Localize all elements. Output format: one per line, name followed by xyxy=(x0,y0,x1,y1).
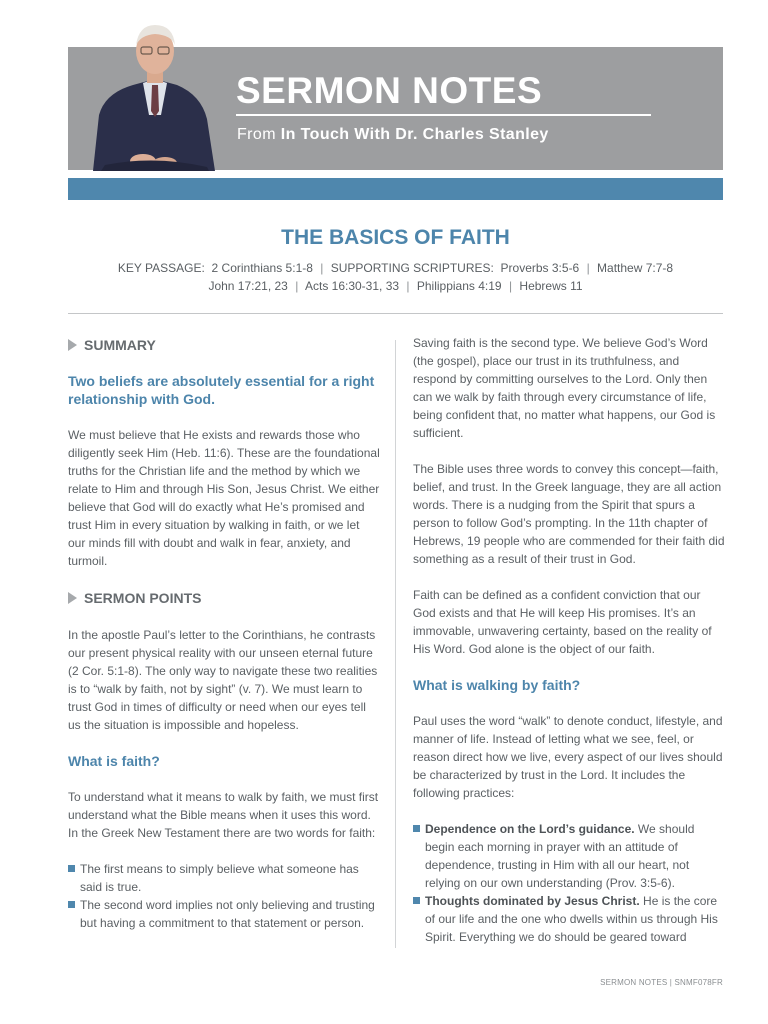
left-column xyxy=(68,335,380,932)
list-item-text: The second word implies not only believing and trusting but having a commitment to that statement or person. xyxy=(80,898,375,930)
sermon-points-heading xyxy=(68,588,380,608)
separator: | xyxy=(406,279,410,293)
three-words-paragraph: The Bible uses three words to convey this concept—faith, belief, and trust. In the Greek language, they are all action words. There is a nudging from the Spirit that spurs a person to follow God’s prompting. In the 11th chapter of Hebrews, 19 people who are commended for their faith did something as a result of their trust in God. xyxy=(413,462,725,566)
list-item xyxy=(68,896,380,932)
reference: Hebrews 11 xyxy=(519,279,583,293)
scripture-line-2 xyxy=(68,277,723,295)
saving-faith-paragraph: Saving faith is the second type. We believe God’s Word (the gospel), place our trust in its truthfulness, and respond by committing ourselves to the Lord. Only then can we walk by faith through every circumstance of life, being confident that, no matter what happens, our God is sufficient. xyxy=(413,336,716,440)
faith-definition-paragraph: Faith can be defined as a confident conviction that our God exists and that He will keep His promises. It’s an immovable, unwavering certainty, based on the reality of His Word. God alone is the object of our faith. xyxy=(413,588,712,656)
square-bullet-icon xyxy=(68,865,75,872)
supporting-label: SUPPORTING SCRIPTURES: xyxy=(330,261,494,275)
separator: | xyxy=(586,261,590,275)
right-column xyxy=(413,334,725,946)
list-item-text: We should begin each morning in prayer with an attitude of dependence, trusting in Him with all our heart, not relying on our own understanding (Prov. 3:5-6). xyxy=(425,822,695,890)
header-divider xyxy=(236,114,651,116)
header-subtitle xyxy=(237,124,549,146)
sermon-points-paragraph: In the apostle Paul’s letter to the Corinthians, he contrasts our present physical reality with our unseen eternal future (2 Cor. 5:1-8). The only way to navigate these two realities is to “walk by faith, not by sight” (v. 7). We must learn to trust God in times of difficulty or need when our eyes tell us the situation is impossible and hopeless. xyxy=(68,628,378,732)
list-item-bold: Thoughts dominated by Jesus Christ. xyxy=(425,894,640,908)
column-divider xyxy=(395,340,396,948)
faith-subheading: What is faith? xyxy=(68,753,160,769)
scripture-line-1 xyxy=(68,259,723,277)
subtitle-prefix: From xyxy=(237,126,276,143)
square-bullet-icon xyxy=(413,825,420,832)
faith-bullet-list xyxy=(68,860,380,932)
header-title: SERMON NOTES xyxy=(236,70,543,111)
preacher-portrait-icon xyxy=(85,15,225,171)
separator: | xyxy=(508,279,513,293)
list-item xyxy=(413,892,725,946)
reference: John 17:21, 23 xyxy=(208,279,288,293)
reference: Matthew 7:7-8 xyxy=(597,261,674,275)
triangle-bullet-icon xyxy=(68,339,77,351)
walking-paragraph: Paul uses the word “walk” to denote conduct, lifestyle, and manner of life. Instead of letting what we see, feel, or reason direct how we live, every aspect of our lives should be characterized by trust in the Lord. It includes the following practices: xyxy=(413,714,723,800)
practices-bullet-list xyxy=(413,820,725,946)
subtitle-program: In Touch With Dr. Charles Stanley xyxy=(280,126,549,143)
reference: Acts 16:30-31, 33 xyxy=(304,279,400,293)
list-item xyxy=(68,860,380,896)
header-accent-bar xyxy=(68,178,723,200)
separator: | xyxy=(295,279,299,293)
faith-paragraph: To understand what it means to walk by faith, we must first understand what the Bible means when it uses this word. In the Greek New Testament there are two words for faith: xyxy=(68,790,379,840)
list-item-bold: Dependence on the Lord’s guidance. xyxy=(425,822,635,836)
summary-subheading: Two beliefs are absolutely essential for a right relationship with God. xyxy=(68,373,375,407)
list-item-text: He is the core of our life and the one who dwells within us through His Spirit. Everything we do should be geared toward xyxy=(425,894,718,944)
walking-by-faith-subheading: What is walking by faith? xyxy=(413,677,581,693)
reference: Proverbs 3:5-6 xyxy=(500,261,580,275)
triangle-bullet-icon xyxy=(68,592,77,604)
square-bullet-icon xyxy=(68,901,75,908)
square-bullet-icon xyxy=(413,897,420,904)
summary-heading xyxy=(68,335,380,355)
summary-heading-text: SUMMARY xyxy=(84,337,156,353)
list-item-text: The first means to simply believe what someone has said is true. xyxy=(80,862,359,894)
document-title: THE BASICS OF FAITH xyxy=(281,226,510,249)
key-passage-value: 2 Corinthians 5:1-8 xyxy=(211,261,313,275)
separator: | xyxy=(320,261,324,275)
list-item xyxy=(413,820,725,892)
sermon-points-heading-text: SERMON POINTS xyxy=(84,590,202,606)
section-divider xyxy=(68,313,723,314)
key-passage-label: KEY PASSAGE: xyxy=(117,261,205,275)
scripture-references xyxy=(68,259,723,295)
summary-paragraph: We must believe that He exists and rewards those who diligently seek Him (Heb. 11:6). These are the foundational truths for the Christian life and the method by which we relate to Him and through His Son, Jesus Christ. We either believe that God will do exactly what He’s promised and trust Him in every situation by walking in faith, or we let our minds fill with doubt and walk in fear, anxiety, and turmoil. xyxy=(68,428,380,568)
reference: Philippians 4:19 xyxy=(416,279,502,293)
page-footer: SERMON NOTES | SNMF078FR xyxy=(600,978,723,987)
